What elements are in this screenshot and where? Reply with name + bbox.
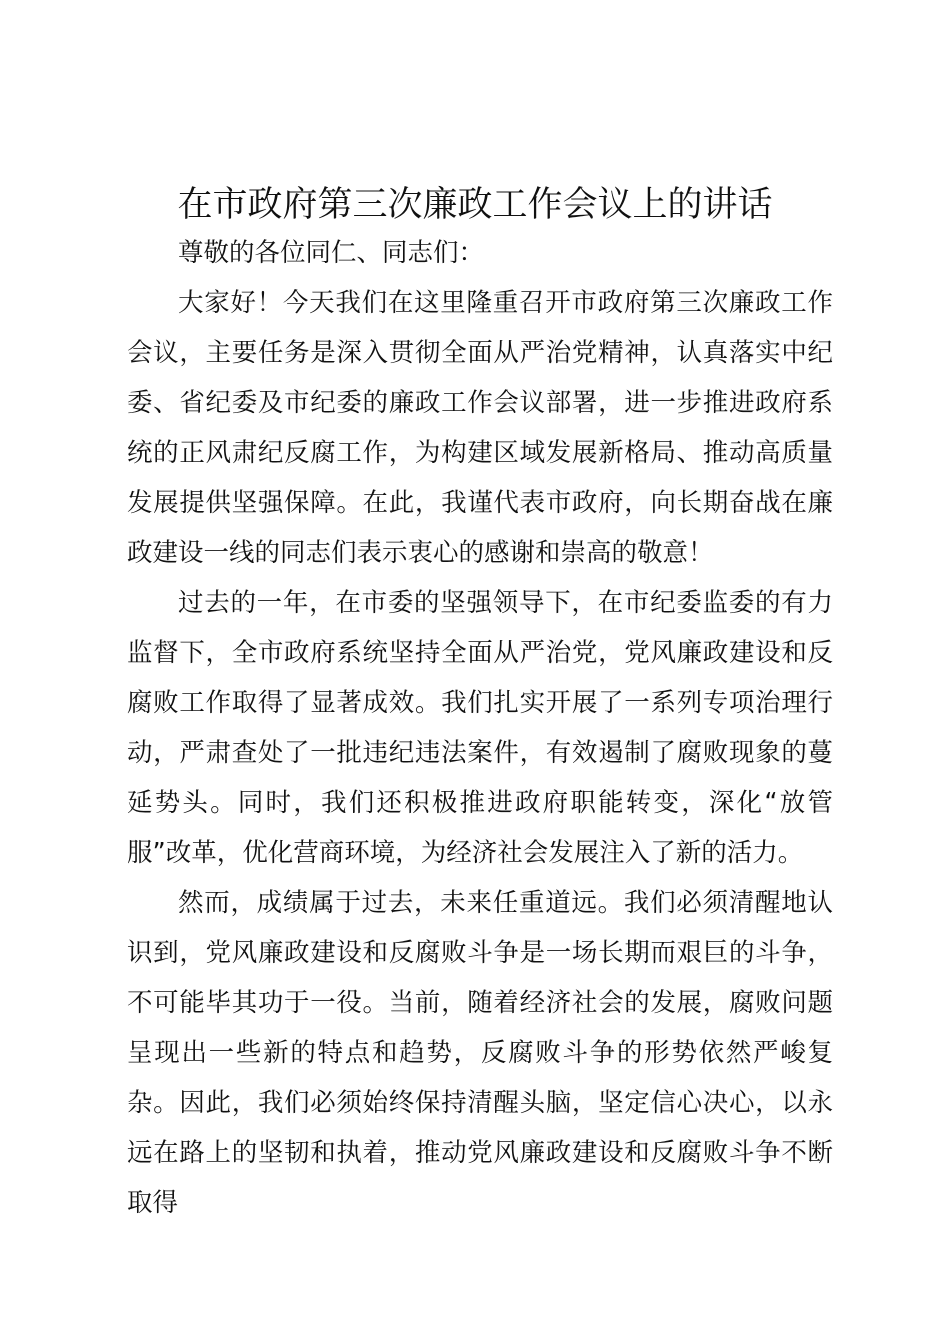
paragraph-2: 过去的一年，在市委的坚强领导下，在市纪委监委的有力监督下，全市政府系统坚持全面从严治党，党风廉政建设和反腐败工作取得了显著成效。我们扎实开展了一系列专项治理行动，严肃查处了一批违纪违法案件，有效遏制了腐败现象的蔓延势头。同时，我们还积极推进政府职能转变，深化“放管服”改革，优化营商环境，为经济社会发展注入了新的活力。: [127, 588, 833, 868]
paragraph-1: 大家好！今天我们在这里隆重召开市政府第三次廉政工作会议，主要任务是深入贯彻全面从严治党精神，认真落实中纪委、省纪委及市纪委的廉政工作会议部署，进一步推进政府系统的正风肃纪反腐工作，为构建区域发展新格局、推动高质量发展提供坚强保障。在此，我谨代表市政府，向长期奋战在廉政建设一线的同志们表示衷心的感谢和崇高的敬意！: [127, 288, 833, 568]
salutation: 尊敬的各位同仁、同志们：: [178, 238, 485, 268]
paragraph-3: 然而，成绩属于过去，未来任重道远。我们必须清醒地认识到，党风廉政建设和反腐败斗争是一场长期而艰巨的斗争，不可能毕其功于一役。当前，随着经济社会的发展，腐败问题呈现出一些新的特点和趋势，反腐败斗争的形势依然严峻复杂。因此，我们必须始终保持清醒头脑，坚定信心决心，以永远在路上的坚韧和执着，推动党风廉政建设和反腐败斗争不断取得: [127, 888, 833, 1218]
document-body: [127, 228, 833, 1228]
document-title: 在市政府第三次廉政工作会议上的讲话: [177, 185, 773, 225]
